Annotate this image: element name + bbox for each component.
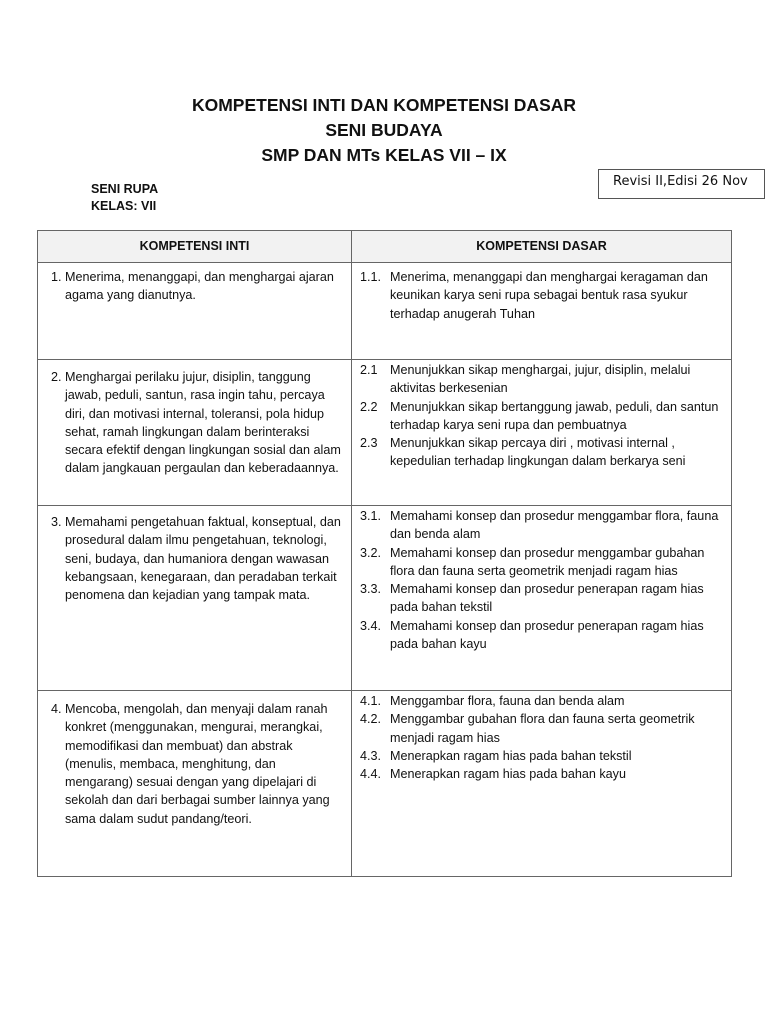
ki-cell [38,360,352,506]
kd-item [360,580,727,617]
ki-text: Memahami pengetahuan faktual, konseptual, dan prosedural dalam ilmu pengetahuan, teknologi, seni, budaya, dan humaniora dengan wawasan kebangsaan, kenegaraan, dan peradaban terkait penomena dan kejadian yang tampak mata. [65,515,341,603]
kd-number: 2.1 [360,363,378,377]
kd-number: 2.2 [360,399,378,414]
kd-item [360,710,727,747]
table-row [38,360,732,506]
kd-number: 2.3 [360,436,378,451]
ki-number: 1. [51,270,62,284]
subject-label: SENI RUPA [91,182,159,196]
ki-number: 4. [51,702,62,716]
table-row [38,506,732,691]
kd-cell [352,263,732,360]
kd-number: 3.3. [360,582,382,597]
kd-text: Menerapkan ragam hias pada bahan kayu [390,767,626,782]
kd-item [360,765,727,783]
ki-number: 3. [51,515,62,529]
ki-cell [38,691,352,877]
ki-text: Menerima, menanggapi, dan menghargai ajaran agama yang dianutnya. [65,270,334,303]
header-ki: KOMPETENSI INTI [38,231,352,263]
kd-number: 4.1. [360,694,382,708]
kd-text: Memahami konsep dan prosedur menggambar flora, fauna dan benda alam [390,509,719,542]
ki-text: Menghargai perilaku jujur, disiplin, tanggung jawab, peduli, santun, rasa ingin tahu, percaya diri, dan motivasi internal, toleransi, pola hidup sehat, ramah lingkungan dalam berinteraksi secara efektif dengan lingkungan sosial dan alam dalam jangkauan pergaulan dan keberadaannya. [65,370,341,476]
ki-cell [38,506,352,691]
title-line-1: KOMPETENSI INTI DAN KOMPETENSI DASAR [191,95,577,115]
ki-text: Mencoba, mengolah, dan menyaji dalam ranah konkret (menggunakan, mengurai, merangkai, memodifikasi dan membuat) dan abstrak (menulis, membaca, menghitung, dan mengarang) sesuai dengan yang dipelajari di sekolah dan dari berbagai sumber lainnya yang sama dalam sudut pandang/teori. [65,702,330,826]
kd-cell [352,506,732,691]
table-row [38,691,732,877]
document-title [0,93,768,168]
kd-item [360,692,727,710]
kd-number: 3.4. [360,618,382,633]
title-line-3: SMP DAN MTs KELAS VII – IX [261,145,507,165]
kd-number: 4.4. [360,767,382,782]
kd-number: 3.1. [360,509,382,523]
competency-table [37,230,732,877]
kd-cell [352,691,732,877]
kd-text: Menggambar flora, fauna dan benda alam [390,694,625,708]
kd-number: 4.2. [360,712,382,727]
kd-item [360,507,727,544]
table-header-row [38,231,732,263]
kd-item [360,747,727,765]
kd-text: Menunjukkan sikap percaya diri , motivasi internal , kepedulian terhadap lingkungan dalam berkarya seni [390,436,686,469]
ki-number: 2. [51,370,62,384]
kd-cell [352,360,732,506]
header-kd: KOMPETENSI DASAR [352,231,732,263]
kd-text: Menerima, menanggapi dan menghargai keragaman dan keunikan karya seni rupa sebagai bentuk rasa syukur terhadap anugerah Tuhan [390,270,708,321]
kd-item [360,398,727,435]
kd-text: Menunjukkan sikap bertanggung jawab, peduli, dan santun terhadap karya seni rupa dan pembuatnya [390,399,719,432]
kd-text: Menunjukkan sikap menghargai, jujur, disiplin, melalui aktivitas berkesenian [390,363,691,396]
ki-cell [38,263,352,360]
subject-block [91,181,158,215]
kd-number: 3.2. [360,545,382,560]
kd-item [360,544,727,581]
title-line-2: SENI BUDAYA [325,120,443,140]
kd-text: Menggambar gubahan flora dan fauna serta geometrik menjadi ragam hias [390,712,695,745]
kd-text: Menerapkan ragam hias pada bahan tekstil [390,748,632,763]
kd-item [360,617,727,654]
kd-number: 1.1. [360,270,382,284]
kd-text: Memahami konsep dan prosedur penerapan ragam hias pada bahan kayu [390,618,704,652]
kd-item [360,361,727,398]
kd-text: Memahami konsep dan prosedur penerapan ragam hias pada bahan tekstil [390,582,704,615]
kd-number: 4.3. [360,748,382,763]
grade-label: KELAS: VII [91,199,157,213]
kd-text: Memahami konsep dan prosedur menggambar gubahan flora dan fauna serta geometrik menjadi ragam hias [390,545,705,578]
kd-item [360,434,727,471]
table-row [38,263,732,360]
kd-item [360,268,727,323]
revision-box: Revisi II,Edisi 26 Nov [598,169,765,199]
